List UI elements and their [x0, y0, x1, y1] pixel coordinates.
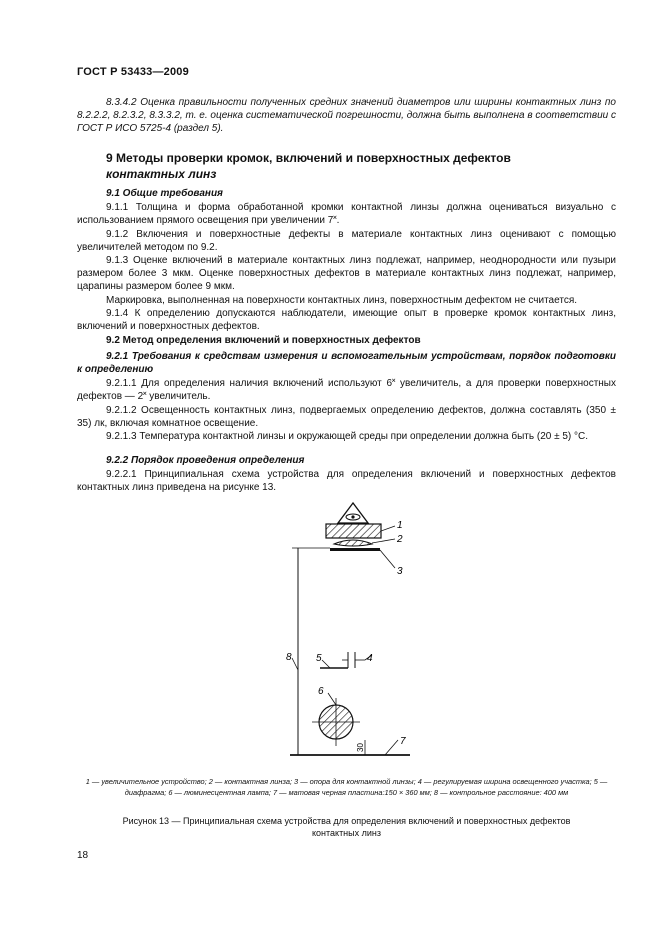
figure-label-7: 7: [400, 736, 406, 747]
paragraph-9-1-3-marking: Маркировка, выполненная на поверхности контактных линз, поверхностным дефектом не считается.: [106, 295, 578, 306]
subsection-9-2-1-title: 9.2.1 Требования к средствам измерения и вспомогательным устройствам, порядок подготовки к определению: [77, 351, 616, 376]
paragraph-9-1-1: 9.1.1 Толщина и форма обработанной кромки контактной линзы должна оцениваться визуально с использованием прямого освещения при увеличении 7˟.: [77, 202, 616, 227]
paragraph-9-1-4: 9.1.4 К определению допускаются наблюдатели, имеющие опыт в проверке кромок контактных линз, включений и поверхностных дефектов.: [77, 308, 616, 333]
section-9-title: [106, 150, 616, 182]
paragraph-9-1-2: 9.1.2 Включения и поверхностные дефекты в материале контактных линз оценивают с помощью увеличителей методом по 9.2.: [77, 229, 616, 254]
fluorescent-lamp: [312, 698, 360, 746]
figure-label-1: 1: [397, 520, 403, 531]
figure-13-title-line2: контактных линз: [311, 828, 382, 838]
magnifier-device: [326, 524, 381, 538]
figure-13-title-line1: Рисунок 13 — Принципиальная схема устройства для определения включений и поверхностных дефектов: [122, 816, 571, 826]
paragraph-9-2-1-3: 9.2.1.3 Температура контактной линзы и окружающей среды при определении должна быть (20 ± 5) °С.: [106, 431, 589, 442]
eye-icon: [338, 503, 368, 523]
paragraph-8-3-4-2: 8.3.4.2 Оценка правильности полученных средних значений диаметров или ширины контактных линз по 8.2.2.2, 8.2.3.2, 8.3.3.2, т. е. оценка систематической погрешности, должна быть выполнена в соответствии с ГОСТ Р ИСО 5725-4 (раздел 5).: [77, 97, 616, 135]
figure-label-5: 5: [316, 653, 322, 664]
paragraph-9-2-2-1: 9.2.2.1 Принципиальная схема устройства для определения включений и поверхностных дефектов контактных линз приведена на рисунке 13.: [77, 469, 616, 494]
contact-lens: [334, 540, 372, 546]
dimension-30-label: 30: [356, 743, 365, 752]
figure-13-title: [77, 815, 616, 839]
figure-13-legend: 1 — увеличительное устройство; 2 — контактная линза; 3 — опора для контактной линзы; 4 — регулируемая ширина освещенного участка; 5 — диафрагма; 6 — люминесцентная лампа; 7 — матовая черная пластина:150 × 360 мм; 8 — контрольное расстояние: 400 мм: [85, 777, 608, 797]
figure-13-schematic: [270, 500, 440, 770]
subsection-9-2-2-title: 9.2.2 Порядок проведения определения: [106, 455, 305, 466]
section-9-title-line1: 9 Методы проверки кромок, включений и поверхностных дефектов: [106, 151, 511, 165]
figure-label-3: 3: [397, 566, 403, 577]
figure-label-2: 2: [397, 534, 403, 545]
document-header: ГОСТ Р 53433—2009: [77, 66, 189, 78]
figure-label-6: 6: [318, 686, 324, 697]
section-9-title-line2: контактных линз: [106, 167, 217, 181]
lens-support: [330, 548, 380, 551]
paragraph-9-2-1-1: 9.2.1.1 Для определения наличия включений используют 6˟ увеличитель, а для проверки поверхностных дефектов — 2˟ увеличитель.: [77, 378, 616, 403]
paragraph-9-1-3: 9.1.3 Оценке включений в материале контактных линз подлежат, например, неоднородности или пузыри размером более 3 мкм. Оценке поверхностных дефектов в материале контактных линз подлежат, например, царапины размером более 9 мкм.: [77, 255, 616, 293]
page-number: 18: [77, 850, 89, 861]
paragraph-9-2-1-2: 9.2.1.2 Освещенность контактных линз, подвергаемых определению дефектов, должна составлять (350 ± 35) лк, включая комнатное освещение.: [77, 405, 616, 430]
subsection-9-1-title: 9.1 Общие требования: [106, 188, 223, 199]
figure-label-8: 8: [286, 652, 292, 663]
figure-label-4: 4: [367, 653, 373, 664]
subsection-9-2-title: 9.2 Метод определения включений и поверхностных дефектов: [106, 335, 421, 346]
